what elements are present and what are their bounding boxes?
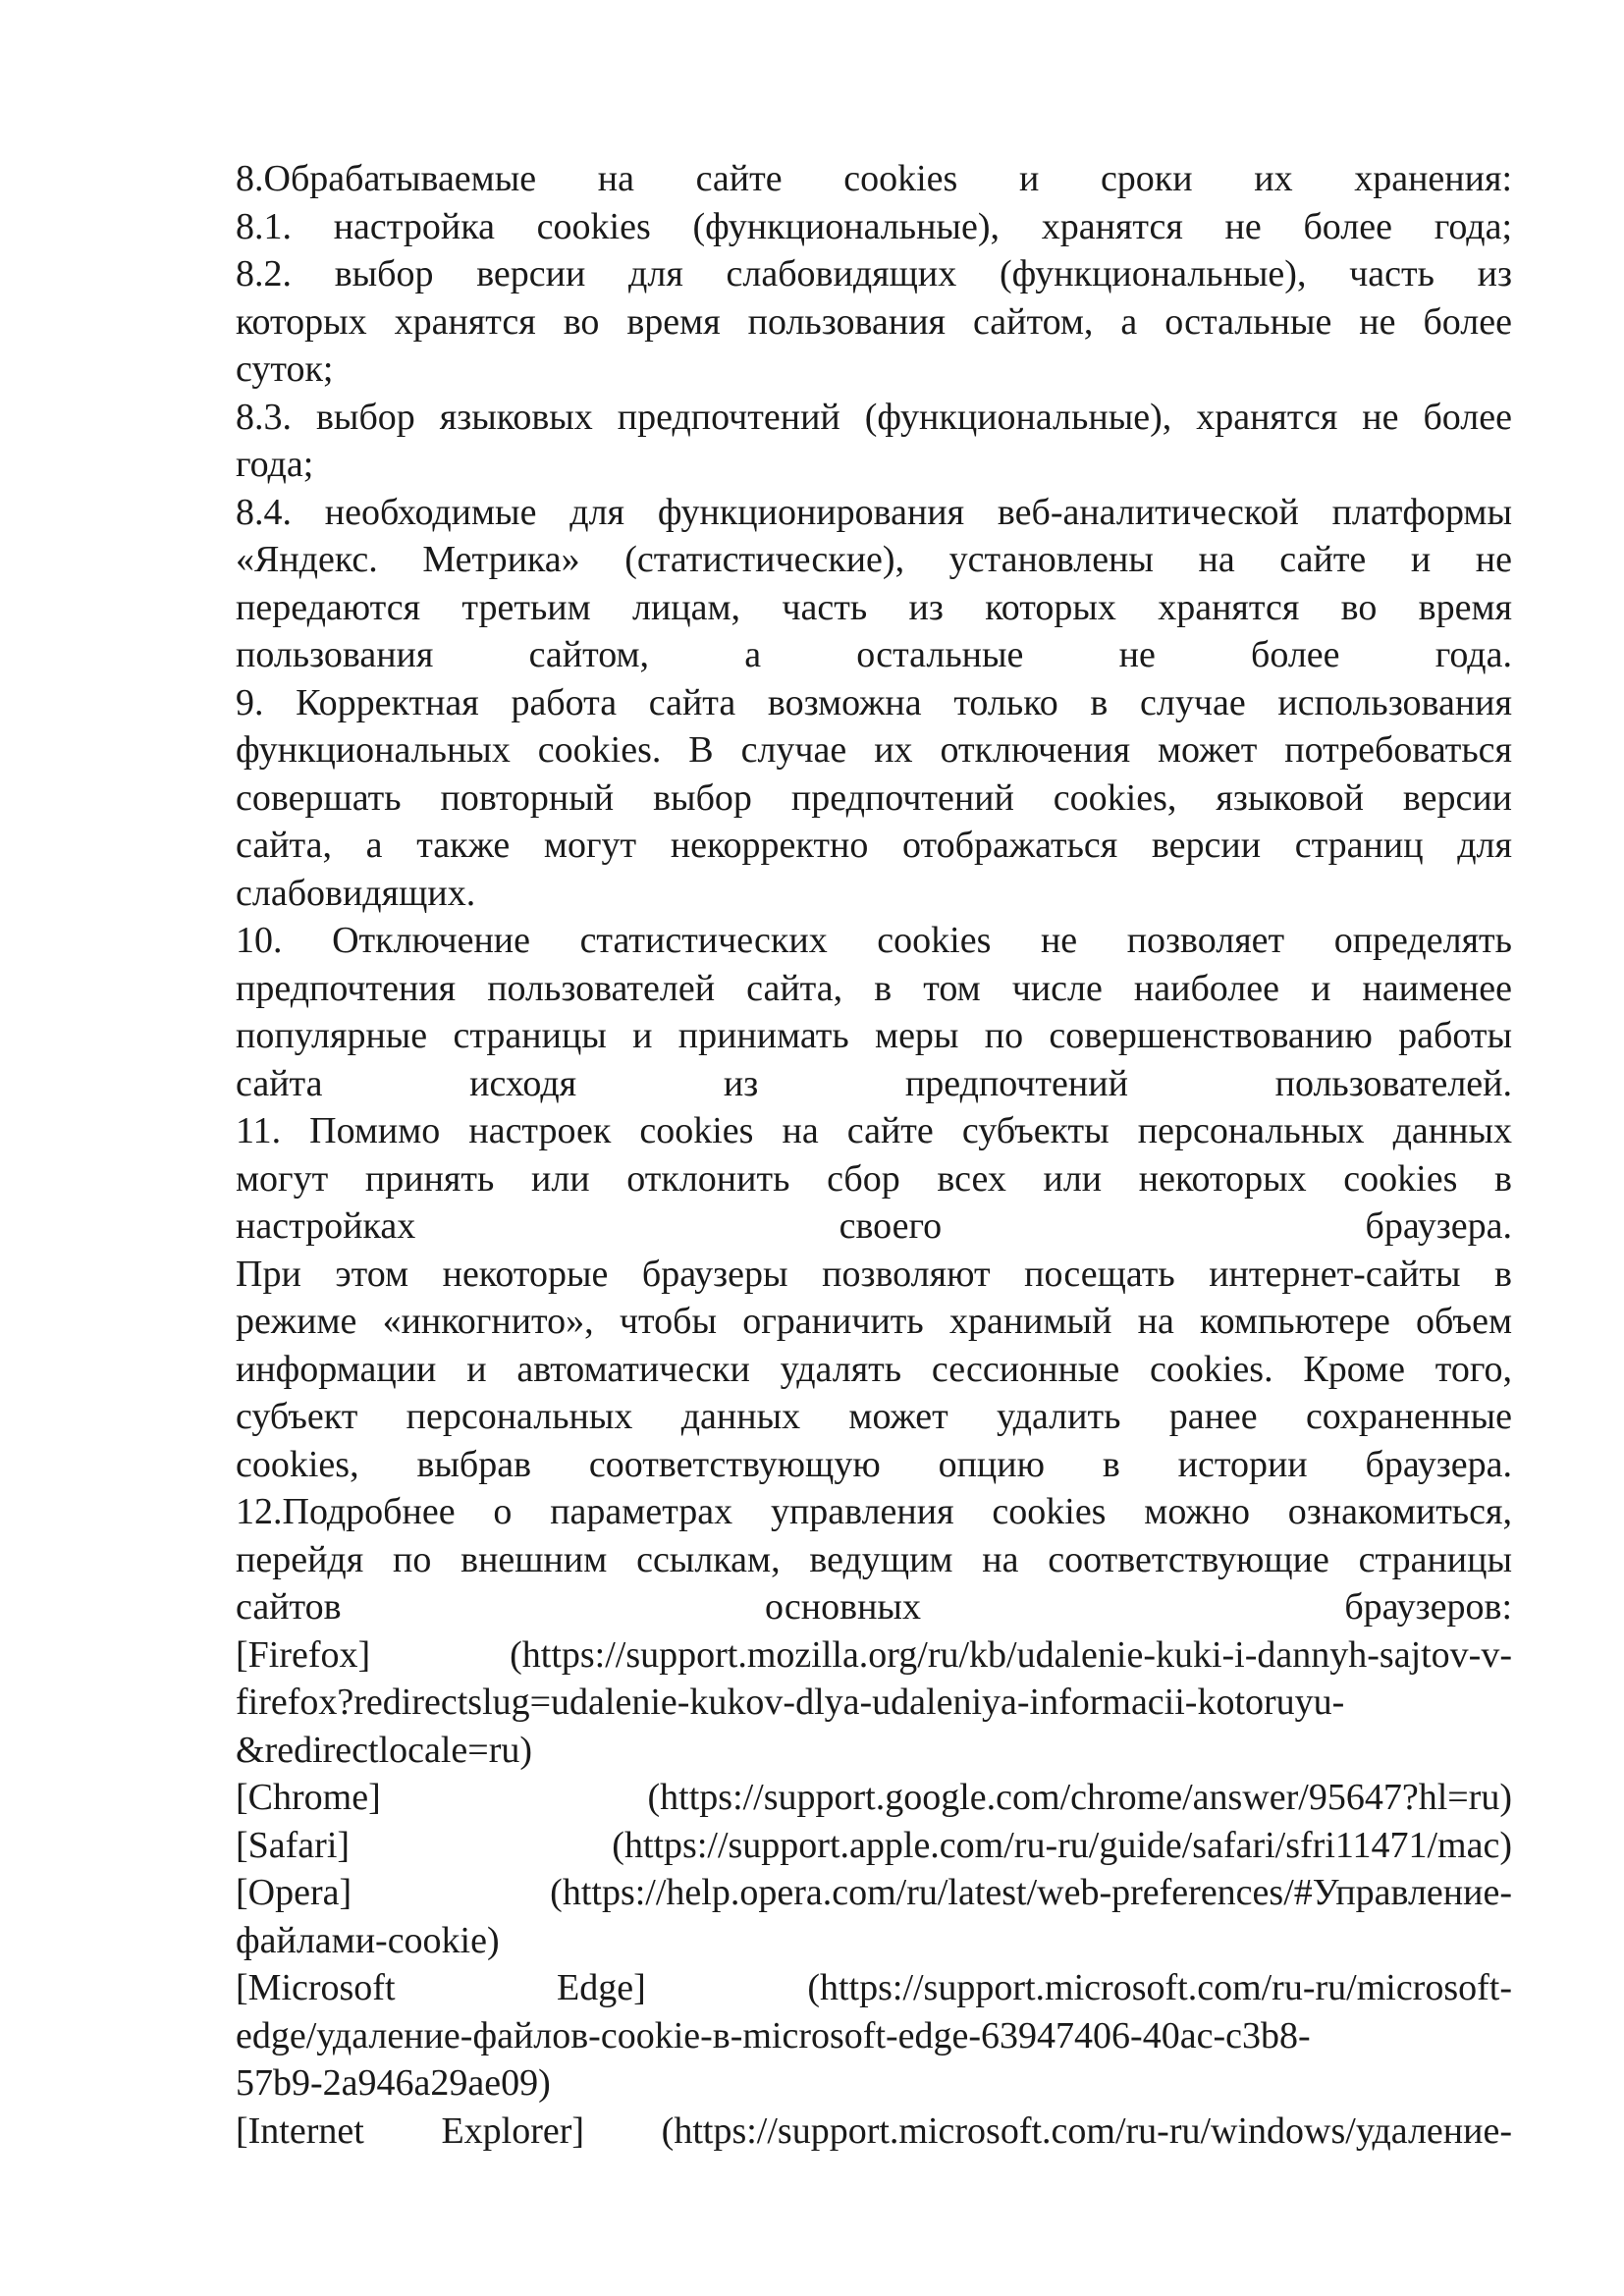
text-line: суток; bbox=[236, 348, 334, 390]
text-line: 12.Подробнее о параметрах управления cookies можно ознакомиться, bbox=[236, 1491, 1512, 1532]
text-line: 11. Помимо настроек cookies на сайте субъекты персональных данных bbox=[236, 1110, 1512, 1151]
text-line: [Safari] (https://support.apple.com/ru-ru/guide/safari/sfri11471/mac) bbox=[236, 1824, 1512, 1866]
text-line: «Яндекс. Метрика» (статистические), установлены на сайте и не bbox=[236, 539, 1512, 580]
text-line: передаются третьим лицам, часть из которых хранятся во время bbox=[236, 586, 1512, 628]
text-line: edge/удаление-файлов-cookie-в-microsoft-edge-63947406-40ac-c3b8- bbox=[236, 2014, 1311, 2056]
text-line: могут принять или отклонить сбор всех или некоторых cookies в bbox=[236, 1157, 1512, 1200]
text-line: 8.Обрабатываемые на сайте cookies и сроки их хранения: bbox=[236, 158, 1512, 199]
text-line: популярные страницы и принимать меры по совершенствованию работы bbox=[236, 1015, 1512, 1056]
text-line: совершать повторный выбор предпочтений cookies, языковой версии bbox=[236, 776, 1512, 819]
text-line: настройках своего браузера. bbox=[236, 1205, 1512, 1247]
text-line: 10. Отключение статистических cookies не позволяет определять bbox=[236, 920, 1512, 961]
text-line: которых хранятся во время пользования сайтом, а остальные не более bbox=[236, 300, 1512, 343]
text-line: файлами-cookie) bbox=[236, 1919, 500, 1961]
text-line: пользования сайтом, а остальные не более года. bbox=[236, 634, 1512, 675]
text-line: информации и автоматически удалять сессионные cookies. Кроме того, bbox=[236, 1348, 1512, 1390]
text-line: &redirectlocale=ru) bbox=[236, 1729, 533, 1771]
text-line: 8.4. необходимые для функционирования веб-аналитической платформы bbox=[236, 491, 1512, 533]
text-line: сайта исходя из предпочтений пользователей. bbox=[236, 1062, 1512, 1104]
text-line: При этом некоторые браузеры позволяют посещать интернет-сайты в bbox=[236, 1253, 1512, 1295]
text-line: [Chrome] (https://support.google.com/chrome/answer/95647?hl=ru) bbox=[236, 1777, 1512, 1818]
text-line: 8.2. выбор версии для слабовидящих (функциональные), часть из bbox=[236, 253, 1512, 294]
text-line: сайтов основных браузеров: bbox=[236, 1586, 1512, 1628]
text-line: cookies, выбрав соответствующую опцию в истории браузера. bbox=[236, 1443, 1512, 1485]
text-line: слабовидящих. bbox=[236, 872, 476, 914]
text-line: 9. Корректная работа сайта возможна только в случае использования bbox=[236, 681, 1512, 723]
text-line: 8.3. выбор языковых предпочтений (функциональные), хранятся не более bbox=[236, 396, 1512, 438]
text-line: firefox?redirectslug=udalenie-kukov-dlya-udaleniya-informacii-kotoruyu- bbox=[236, 1682, 1345, 1723]
text-line: 57b9-2a946a29ae09) bbox=[236, 2062, 551, 2104]
text-line: сайта, а также могут некорректно отображаться версии страниц для bbox=[236, 825, 1512, 866]
text-line: [Microsoft Edge] (https://support.microsoft.com/ru-ru/microsoft- bbox=[236, 1967, 1512, 2008]
text-line: субъект персональных данных может удалить ранее сохраненные bbox=[236, 1396, 1512, 1437]
text-line: [Opera] (https://help.opera.com/ru/latest/web-preferences/#Управление- bbox=[236, 1872, 1512, 1913]
document-page bbox=[236, 155, 1512, 2155]
text-line: [Internet Explorer] (https://support.microsoft.com/ru-ru/windows/удаление- bbox=[236, 2109, 1512, 2152]
text-line: года; bbox=[236, 444, 314, 485]
text-line: перейдя по внешним ссылкам, ведущим на соответствующие страницы bbox=[236, 1538, 1512, 1580]
text-line: предпочтения пользователей сайта, в том числе наиболее и наименее bbox=[236, 967, 1512, 1009]
text-line: режиме «инкогнито», чтобы ограничить хранимый на компьютере объем bbox=[236, 1301, 1512, 1342]
text-line: функциональных cookies. В случае их отключения может потребоваться bbox=[236, 729, 1512, 771]
text-line: [Firefox] (https://support.mozilla.org/ru/kb/udalenie-kuki-i-dannyh-sajtov-v- bbox=[236, 1633, 1512, 1676]
text-line: 8.1. настройка cookies (функциональные), хранятся не более года; bbox=[236, 205, 1512, 247]
